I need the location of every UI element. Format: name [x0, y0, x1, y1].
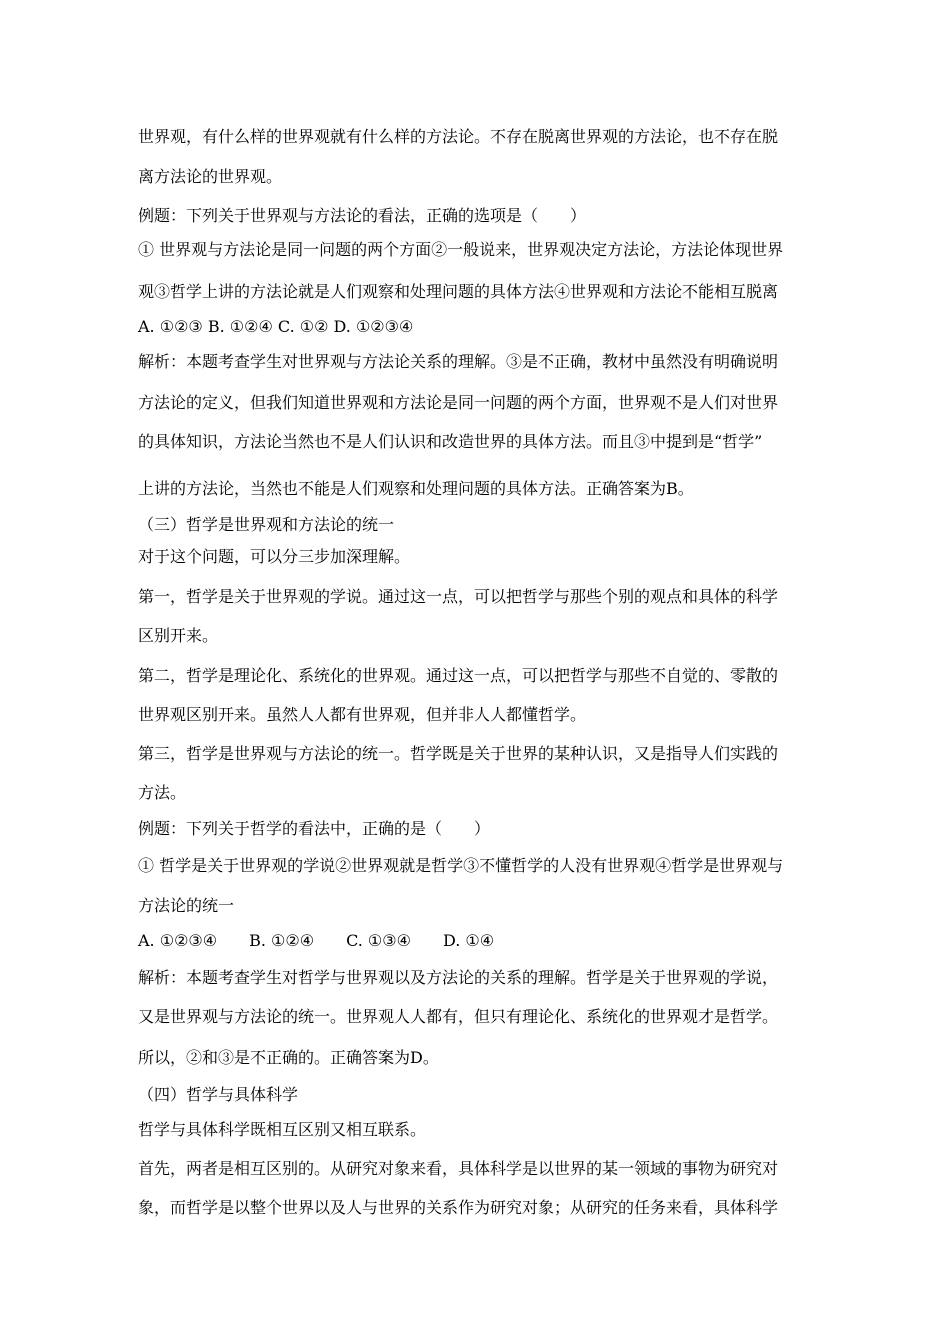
- body-text-line: 第一，哲学是关于世界观的学说。通过这一点，可以把哲学与那些个别的观点和具体的科学: [138, 587, 779, 606]
- body-text-line: 方法。: [138, 783, 187, 802]
- section-heading: （四）哲学与具体科学: [138, 1085, 299, 1104]
- body-text-line: 哲学与具体科学既相互区别又相互联系。: [138, 1120, 427, 1139]
- body-text-line: 区别开来。: [138, 626, 219, 645]
- body-text-line: 离方法论的世界观。: [138, 167, 283, 186]
- example-question: 例题：下列关于世界观与方法论的看法，正确的选项是（ ）: [138, 206, 587, 225]
- analysis-text: 解析：本题考查学生对世界观与方法论关系的理解。③是不正确，教材中虽然没有明确说明: [138, 352, 779, 371]
- analysis-text: 又是世界观与方法论的统一。世界观人人都有，但只有理论化、系统化的世界观才是哲学。: [138, 1007, 779, 1026]
- analysis-text: 所以，②和③是不正确的。正确答案为D。: [138, 1048, 439, 1067]
- body-text-line: 首先，两者是相互区别的。从研究对象来看，具体科学是以世界的某一领域的事物为研究对: [138, 1159, 779, 1178]
- body-text-line: 象，而哲学是以整个世界以及人与世界的关系作为研究对象；从研究的任务来看，具体科学: [138, 1198, 779, 1217]
- analysis-text: 解析：本题考查学生对哲学与世界观以及方法论的关系的理解。哲学是关于世界观的学说，: [138, 968, 779, 987]
- body-text-line: 世界观，有什么样的世界观就有什么样的方法论。不存在脱离世界观的方法论，也不存在脱: [138, 127, 779, 146]
- question-options-text: 方法论的统一: [138, 896, 235, 915]
- body-text-line: 世界观区别开来。虽然人人都有世界观，但并非人人都懂哲学。: [138, 705, 587, 724]
- answer-choices: A. ①②③④ B. ①②④ C. ①③④ D. ①④: [138, 931, 495, 950]
- answer-choices: A. ①②③ B. ①②④ C. ①② D. ①②③④: [138, 317, 414, 336]
- question-options-text: 观③哲学上讲的方法论就是人们观察和处理问题的具体方法④世界观和方法论不能相互脱离: [138, 282, 779, 301]
- question-options-text: ① 世界观与方法论是同一问题的两个方面②一般说来，世界观决定方法论，方法论体现世界: [138, 240, 784, 259]
- analysis-text: 方法论的定义，但我们知道世界观和方法论是同一问题的两个方面，世界观不是人们对世界: [138, 393, 779, 412]
- body-text-line: 第二，哲学是理论化、系统化的世界观。通过这一点，可以把哲学与那些不自觉的、零散的: [138, 666, 779, 685]
- example-question: 例题：下列关于哲学的看法中，正确的是（ ）: [138, 819, 491, 838]
- body-text-line: 第三，哲学是世界观与方法论的统一。哲学既是关于世界的某种认识，又是指导人们实践的: [138, 744, 779, 763]
- analysis-text: 的具体知识，方法论当然也不是人们认识和改造世界的具体方法。而且③中提到是“哲学”: [138, 432, 763, 451]
- body-text-line: 对于这个问题，可以分三步加深理解。: [138, 547, 411, 566]
- analysis-text: 上讲的方法论，当然也不能是人们观察和处理问题的具体方法。正确答案为B。: [138, 479, 694, 498]
- section-heading: （三）哲学是世界观和方法论的统一: [138, 515, 395, 534]
- question-options-text: ① 哲学是关于世界观的学说②世界观就是哲学③不懂哲学的人没有世界观④哲学是世界观与: [138, 856, 784, 875]
